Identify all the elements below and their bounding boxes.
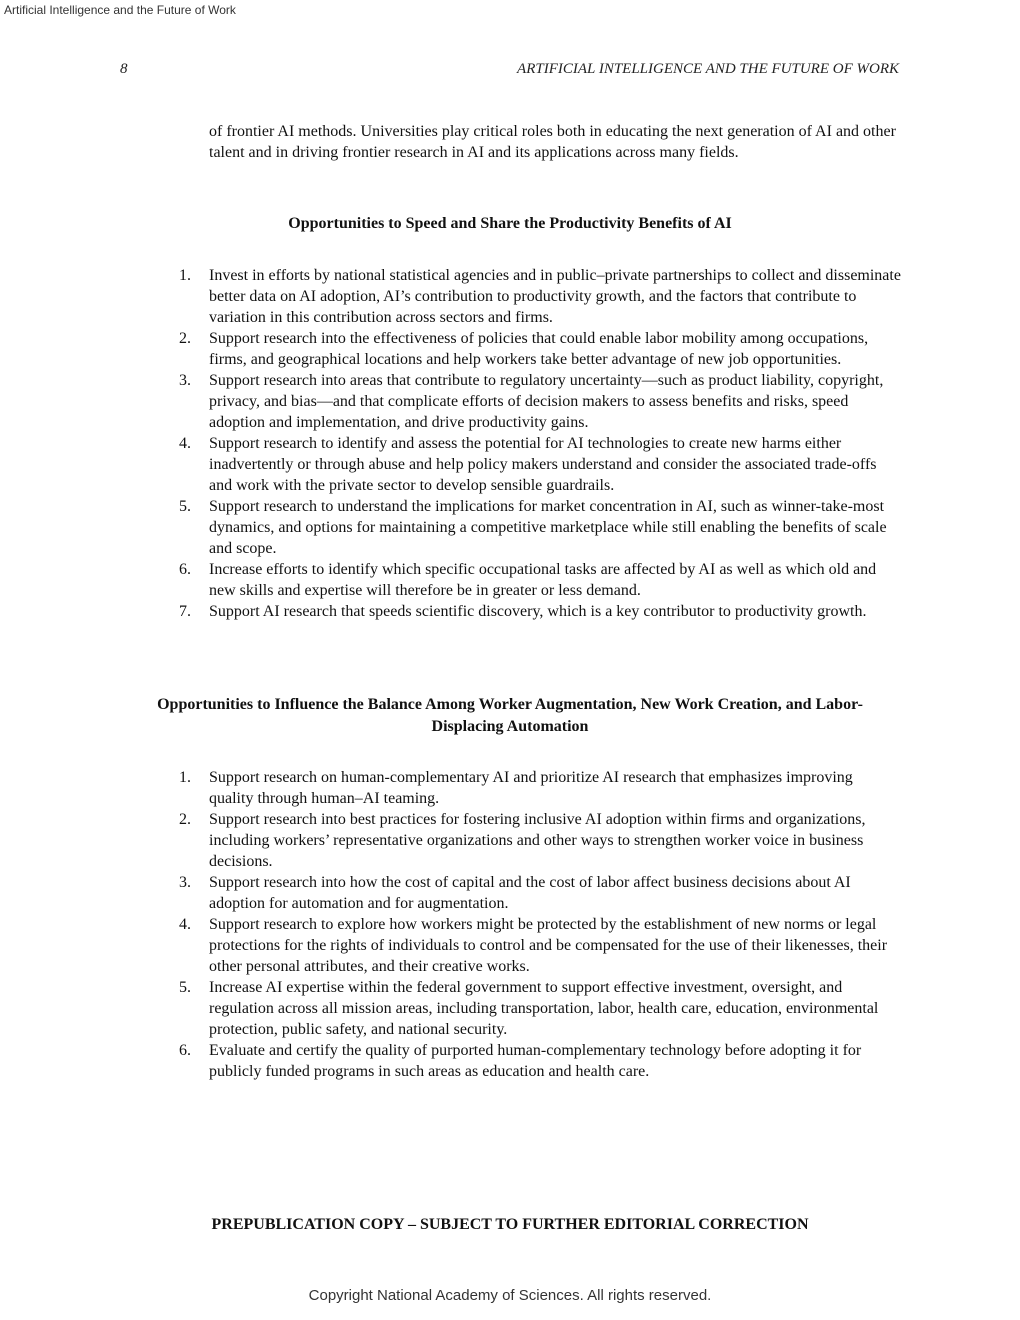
list-item-number: 3. [179, 874, 191, 891]
list-item-text: Support research into the effectiveness of policies that could enable labor mobility among occupations, firms, and geographical locations and help workers take better advantage of new job opportunities. [209, 330, 869, 368]
list-item-text: Invest in efforts by national statistical agencies and in public–private partnerships to collect and disseminate better data on AI adoption, AI’s contribution to productivity growth, and the factors that contribute to variation in this contribution across sectors and firms. [209, 267, 901, 326]
list-item [179, 914, 901, 977]
list-item-text: Increase efforts to identify which specific occupational tasks are affected by AI as well as which old and new skills and expertise will therefore be in greater or less demand. [209, 561, 877, 599]
section-heading-productivity [0, 213, 1020, 235]
document-title: Artificial Intelligence and the Future of Work [4, 3, 236, 17]
list-item-text: Support research to identify and assess the potential for AI technologies to create new harms either inadvertently or through abuse and help policy makers understand and consider the associated trade-offs and work with the private sector to develop sensible guardrails. [209, 435, 877, 494]
copyright-notice: Copyright National Academy of Sciences. All rights reserved. [308, 1287, 712, 1304]
list-item [179, 370, 901, 433]
list-item [179, 1040, 901, 1082]
page-number: 8 [120, 61, 128, 77]
list-item [179, 559, 901, 601]
list-item-number: 5. [179, 979, 191, 996]
list-item-number: 6. [179, 1042, 191, 1059]
list-item-text: Support AI research that speeds scientific discovery, which is a key contributor to productivity growth. [209, 603, 867, 620]
section-heading-text: Opportunities to Speed and Share the Productivity Benefits of AI [288, 215, 732, 232]
list-item-text: Support research on human-complementary AI and prioritize AI research that emphasizes improving quality through human–AI teaming. [209, 769, 853, 807]
list-item [179, 601, 901, 622]
list-item [179, 767, 901, 809]
balance-recommendations-list [179, 767, 901, 1082]
section-heading-text: Opportunities to Influence the Balance Among Worker Augmentation, New Work Creation, and Labor-Displacing Automation [157, 696, 863, 735]
list-item [179, 328, 901, 370]
list-item-text: Increase AI expertise within the federal government to support effective investment, oversight, and regulation across all mission areas, including transportation, labor, health care, education, environmental protection, public safety, and national security. [209, 979, 879, 1038]
list-item [179, 496, 901, 559]
list-item [179, 872, 901, 914]
list-item-text: Support research into how the cost of capital and the cost of labor affect business decisions about AI adoption for automation and for augmentation. [209, 874, 851, 912]
section-heading-balance [0, 694, 1020, 738]
intro-paragraph: of frontier AI methods. Universities play critical roles both in educating the next generation of AI and other talent and in driving frontier research in AI and its applications across many fields. [209, 123, 896, 161]
list-item-number: 2. [179, 811, 191, 828]
list-item [179, 977, 901, 1040]
list-item [179, 433, 901, 496]
productivity-recommendations-list [179, 265, 901, 622]
list-item-text: Support research to explore how workers might be protected by the establishment of new norms or legal protections for the rights of individuals to control and be compensated for the use of their likenesses, their other personal attributes, and their creative works. [209, 916, 888, 975]
list-item-number: 4. [179, 916, 191, 933]
list-item-number: 1. [179, 769, 191, 786]
list-item-number: 4. [179, 435, 191, 452]
list-item-number: 5. [179, 498, 191, 515]
prepublication-notice: PREPUBLICATION COPY – SUBJECT TO FURTHER EDITORIAL CORRECTION [211, 1216, 809, 1233]
list-item-number: 1. [179, 267, 191, 284]
list-item-number: 3. [179, 372, 191, 389]
list-item [179, 809, 901, 872]
running-header-title: ARTIFICIAL INTELLIGENCE AND THE FUTURE OF WORK [517, 61, 899, 77]
list-item-text: Support research into best practices for fostering inclusive AI adoption within firms and organizations, including workers’ representative organizations and other ways to strengthen worker voice in business decisions. [209, 811, 866, 870]
list-item-text: Evaluate and certify the quality of purported human-complementary technology before adopting it for publicly funded programs in such areas as education and health care. [209, 1042, 862, 1080]
list-item-number: 2. [179, 330, 191, 347]
list-item-number: 6. [179, 561, 191, 578]
list-item-number: 7. [179, 603, 191, 620]
list-item-text: Support research to understand the implications for market concentration in AI, such as winner-take-most dynamics, and options for maintaining a competitive marketplace while still enabling the benefits of scale and scope. [209, 498, 887, 557]
list-item [179, 265, 901, 328]
list-item-text: Support research into areas that contribute to regulatory uncertainty—such as product liability, copyright, privacy, and bias—and that complicate efforts of decision makers to assess benefits and risks, speed adoption and implementation, and drive productivity gains. [209, 372, 884, 431]
